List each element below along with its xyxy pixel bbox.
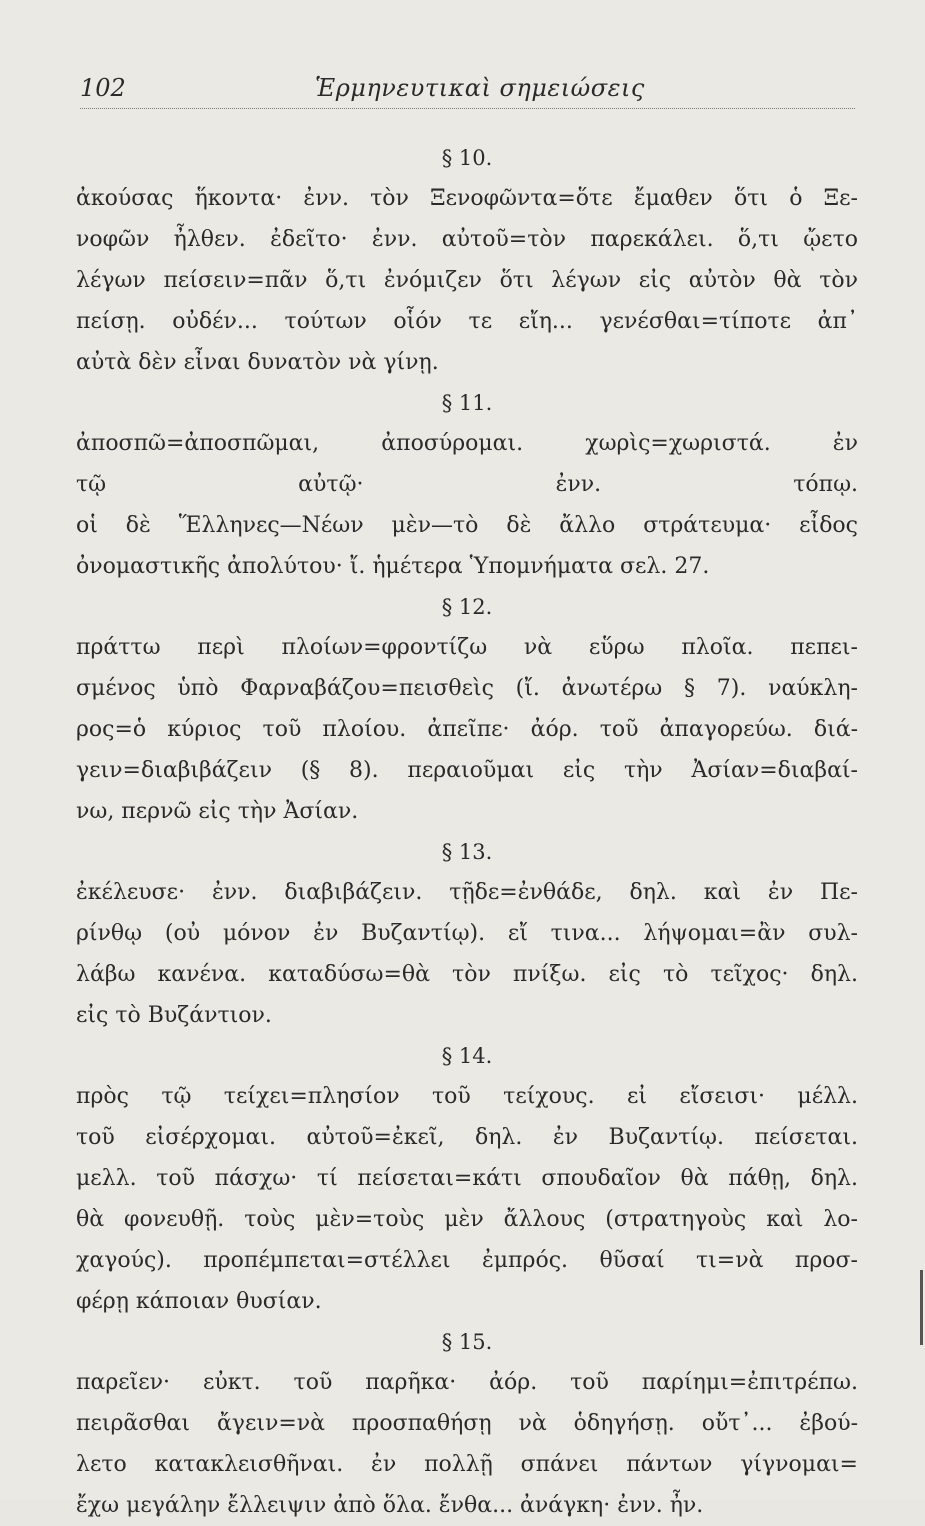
text-line: θὰ φονευθῇ. τοὺς μὲν=τοὺς μὲν ἄλλους (στρατηγοὺς καὶ λο- <box>76 1207 858 1232</box>
text-line: νοφῶν ἦλθεν. ἐδεῖτο· ἐνν. αὐτοῦ=τὸν παρεκάλει. ὅ,τι ᾤετο <box>76 227 858 252</box>
page-number: 102 <box>80 74 126 102</box>
page-body <box>76 138 858 1526</box>
text-line: αὐτὰ δὲν εἶναι δυνατὸν νὰ γίνῃ. <box>76 350 439 375</box>
margin-mark <box>920 1270 923 1345</box>
text-line: σμένος ὑπὸ Φαρναβάζου=πεισθεὶς (ἴ. ἀνωτέρω § 7). ναύκλη- <box>76 676 858 701</box>
section-heading: § 15. <box>441 1330 493 1354</box>
text-line: λέγων πείσειν=πᾶν ὅ,τι ἐνόμιζεν ὅτι λέγων εἰς αὐτὸν θὰ τὸν <box>76 268 858 293</box>
section-12 <box>76 587 858 832</box>
section-heading: § 11. <box>441 391 493 415</box>
text-line: ρίνθῳ (οὐ μόνον ἐν Βυζαντίῳ). εἴ τινα... λήψομαι=ἂν συλ- <box>76 921 858 946</box>
text-line: λάβω κανένα. καταδύσω=θὰ τὸν πνίξω. εἰς τὸ τεῖχος· δηλ. <box>76 962 858 987</box>
text-line: χαγούς). προπέμπεται=στέλλει ἐμπρός. θῦσαί τι=νὰ προσ- <box>76 1248 858 1273</box>
text-line: ὀνομαστικῆς ἀπολύτου· ἴ. ἡμέτερα Ὑπομνήματα σελ. 27. <box>76 554 710 579</box>
text-line: πράττω περὶ πλοίων=φροντίζω νὰ εὕρω πλοῖα. πεπει- <box>76 635 858 660</box>
section-heading: § 12. <box>441 595 493 619</box>
text-line: νω, περνῶ εἰς τὴν Ἀσίαν. <box>76 799 359 824</box>
text-line: πειρᾶσθαι ἄγειν=νὰ προσπαθήσῃ νὰ ὁδηγήσῃ. οὔτ᾿... ἐβού- <box>76 1411 858 1436</box>
text-line: οἱ δὲ Ἕλληνες—Νέων μὲν—τὸ δὲ ἄλλο στράτευμα· εἶδος <box>76 513 858 538</box>
text-line: πρὸς τῷ τείχει=πλησίον τοῦ τείχους. εἰ εἴσεισι· μέλλ. <box>76 1084 858 1109</box>
section-10 <box>76 138 858 383</box>
section-15 <box>76 1322 858 1526</box>
text-line: γειν=διαβιβάζειν (§ 8). περαιοῦμαι εἰς τὴν Ἀσίαν=διαβαί- <box>76 758 858 783</box>
page-header <box>80 74 855 109</box>
text-line: τοῦ εἰσέρχομαι. αὐτοῦ=ἐκεῖ, δηλ. ἐν Βυζαντίῳ. πείσεται. <box>76 1125 858 1150</box>
section-heading: § 10. <box>441 146 493 170</box>
text-line: πείσῃ. οὐδέν... τούτων οἷόν τε εἴη... γενέσθαι=τίποτε ἀπ᾿ <box>76 309 858 334</box>
text-line: μελλ. τοῦ πάσχω· τί πείσεται=κάτι σπουδαῖον θὰ πάθῃ, δηλ. <box>76 1166 858 1191</box>
running-title: Ἑρμηνευτικαὶ σημειώσεις <box>315 74 645 102</box>
text-line: λετο κατακλεισθῆναι. ἐν πολλῇ σπάνει πάντων γίγνομαι= <box>76 1452 858 1477</box>
section-14 <box>76 1036 858 1322</box>
section-heading: § 13. <box>441 840 493 864</box>
text-line: παρεῖεν· εὐκτ. τοῦ παρῆκα· ἀόρ. τοῦ παρίημι=ἐπιτρέπω. <box>76 1370 858 1395</box>
section-13 <box>76 832 858 1036</box>
text-line: ἔχω μεγάλην ἔλλειψιν ἀπὸ ὅλα. ἔνθα... ἀνάγκη· ἐνν. ἦν. <box>76 1493 704 1518</box>
text-line: ἀκούσας ἥκοντα· ἐνν. τὸν Ξενοφῶντα=ὅτε ἔμαθεν ὅτι ὁ Ξε- <box>76 186 858 211</box>
text-line: ρος=ὁ κύριος τοῦ πλοίου. ἀπεῖπε· ἀόρ. τοῦ ἀπαγορεύω. διά- <box>76 717 858 742</box>
section-heading: § 14. <box>441 1044 493 1068</box>
text-line: ἀποσπῶ=ἀποσπῶμαι, ἀποσύρομαι. χωρὶς=χωριστά. ἐν <box>76 431 858 456</box>
text-line: εἰς τὸ Βυζάντιον. <box>76 1003 272 1028</box>
text-line: τῷ αὐτῷ· ἐνν. τόπῳ. <box>76 472 858 497</box>
text-line: φέρῃ κάποιαν θυσίαν. <box>76 1289 322 1314</box>
text-line: ἐκέλευσε· ἐνν. διαβιβάζειν. τῇδε=ἐνθάδε, δηλ. καὶ ἐν Πε- <box>76 880 858 905</box>
section-11 <box>76 383 858 587</box>
